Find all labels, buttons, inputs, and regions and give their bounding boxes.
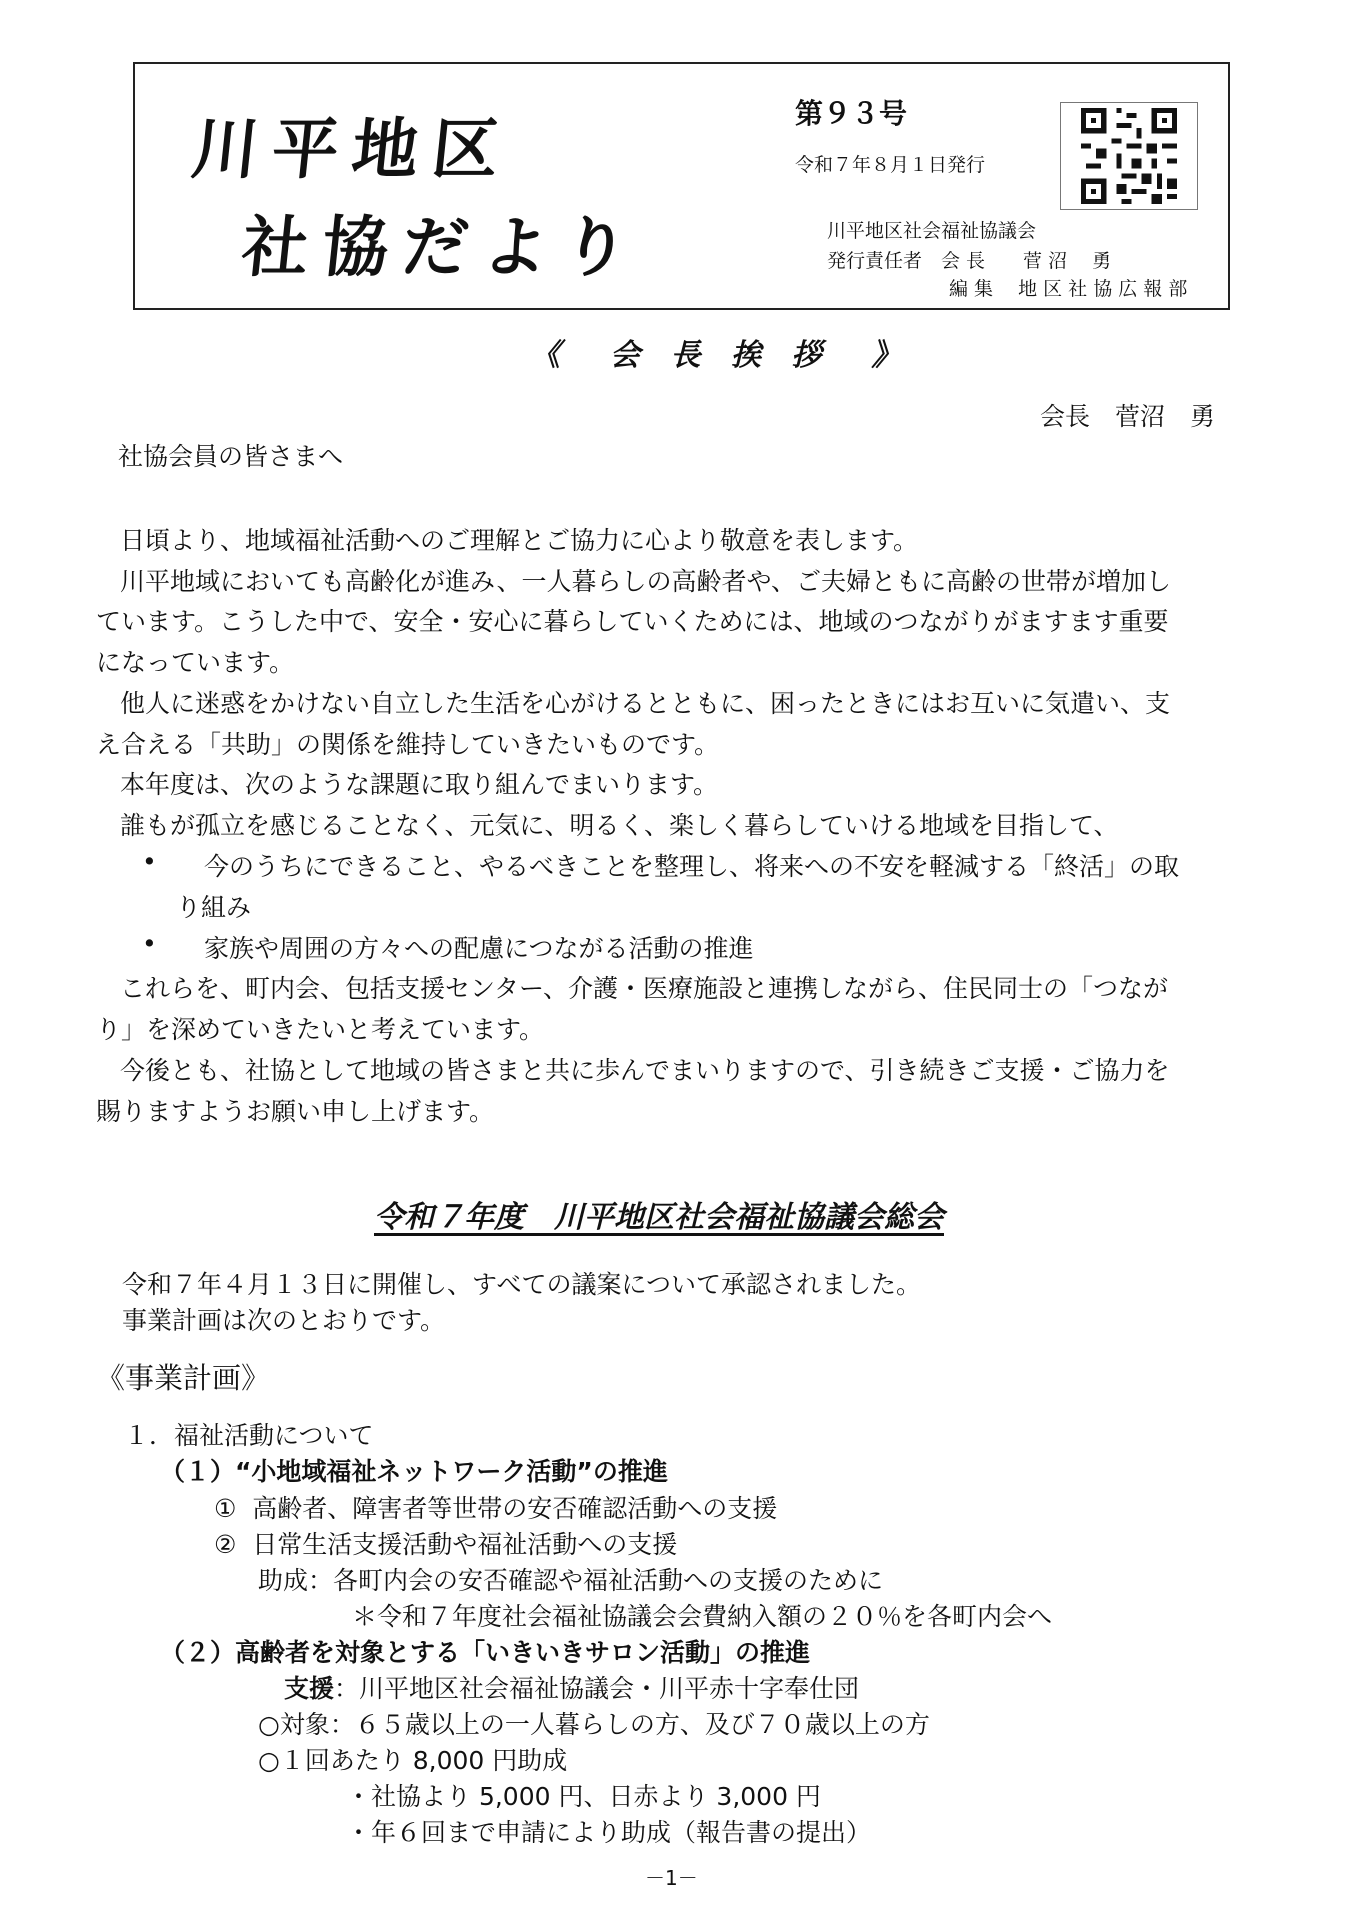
greeting-line: 誰もが孤立を感じることなく、元気に、明るく、楽しく暮らしていける地域を目指して、	[120, 811, 1119, 840]
editor-dept: 編 集 地 区 社 協 広 報 部	[949, 278, 1188, 300]
greeting-line: になっています。	[96, 648, 295, 677]
bullet-icon: •	[142, 847, 157, 876]
plan-sub-2-detail: ・年６回まで申請により助成（報告書の提出）	[346, 1818, 872, 1847]
greeting-heading: 《 会 長 挨 拶 》	[530, 338, 912, 373]
plan-sub-1a: ① 高齢者、障害者等世帯の安否確認活動への支援	[214, 1494, 778, 1523]
plan-sub-1: （１）“小地域福祉ネットワーク活動”の推進	[160, 1457, 668, 1486]
assembly-line: 事業計画は次のとおりです。	[122, 1306, 446, 1335]
plan-sub-2-amount: ○１回あたり 8,000 円助成	[258, 1746, 568, 1775]
plan-item-1: １．福祉活動について	[124, 1421, 374, 1450]
greeting-bullet-line: 家族や周囲の方々への配慮につながる活動の推進	[204, 934, 754, 963]
publisher-org: 川平地区社会福祉協議会	[827, 220, 1037, 242]
assembly-line: 令和７年４月１３日に開催し、すべての議案について承認されました。	[122, 1270, 922, 1299]
plan-sub-1d: ＊令和７年度社会福祉協議会会費納入額の２０％を各町内会へ	[352, 1602, 1053, 1631]
page-number: －1－	[645, 1866, 698, 1890]
greeting-line: え合える「共助」の関係を維持していきたいものです。	[96, 730, 720, 759]
greeting-line: 他人に迷惑をかけない自立した生活を心がけるとともに、困ったときにはお互いに気遣い、支	[120, 689, 1171, 718]
greeting-line: 日頃より、地域福祉活動へのご理解とご協力に心より敬意を表します。	[120, 526, 919, 555]
greeting-author: 会長 菅沼 勇	[1040, 402, 1216, 431]
greeting-line: 川平地域においても高齢化が進み、一人暮らしの高齢者や、ご夫婦ともに高齢の世帯が増加し	[120, 567, 1172, 596]
publisher-chairman: 発行責任者 会 長 菅 沼 勇	[827, 250, 1112, 272]
greeting-line: 今後とも、社協として地域の皆さまと共に歩んでまいりますので、引き続きご支援・ご協力を	[120, 1056, 1170, 1085]
greeting-line: 本年度は、次のような課題に取り組んでまいります。	[120, 770, 719, 799]
issue-number: 第９３号	[795, 97, 908, 130]
greeting-line: これらを、町内会、包括支援センター、介護・医療施設と連携しながら、住民同士の「つなが	[120, 974, 1169, 1003]
masthead	[133, 62, 1230, 310]
plan-sub-2-target: ○対象：６５歳以上の一人暮らしの方、及び７０歳以上の方	[258, 1710, 930, 1739]
bullet-icon: •	[142, 929, 157, 958]
greeting-bullet-line: 今のうちにできること、やるべきことを整理し、将来への不安を軽減する「終活」の取	[204, 852, 1180, 881]
newsletter-title-line1: 川平地区	[188, 110, 517, 188]
greeting-line: ています。こうした中で、安全・安心に暮らしていくためには、地域のつながりがますます重要	[96, 607, 1169, 636]
newsletter-title-line2: 社協だより	[238, 208, 647, 286]
plan-heading: 《事業計画》	[96, 1361, 271, 1395]
plan-sub-1b: ② 日常生活支援活動や福祉活動への支援	[214, 1530, 678, 1559]
assembly-title: 令和７年度 川平地区社会福祉協議会総会	[374, 1200, 944, 1235]
issue-date: 令和７年８月１日発行	[795, 154, 986, 176]
plan-sub-2-support	[284, 1669, 859, 1705]
greeting-line: り」を深めていきたいと考えています。	[96, 1015, 545, 1044]
greeting-line: 賜りますようお願い申し上げます。	[96, 1097, 495, 1126]
greeting-bullet-line: り組み	[176, 893, 252, 922]
plan-sub-2: （２）高齢者を対象とする「いきいきサロン活動」の推進	[160, 1638, 811, 1667]
greeting-salutation: 社協会員の皆さまへ	[118, 442, 344, 471]
qr-code-icon[interactable]	[1060, 102, 1198, 210]
plan-sub-1c: 助成：各町内会の安否確認や福祉活動への支援のために	[258, 1566, 884, 1595]
plan-sub-2-detail: ・社協より 5,000 円、日赤より 3,000 円	[346, 1782, 821, 1811]
support-label: 支援	[284, 1674, 335, 1703]
support-text: ：川平地区社会福祉協議会・川平赤十字奉仕団	[334, 1674, 860, 1703]
